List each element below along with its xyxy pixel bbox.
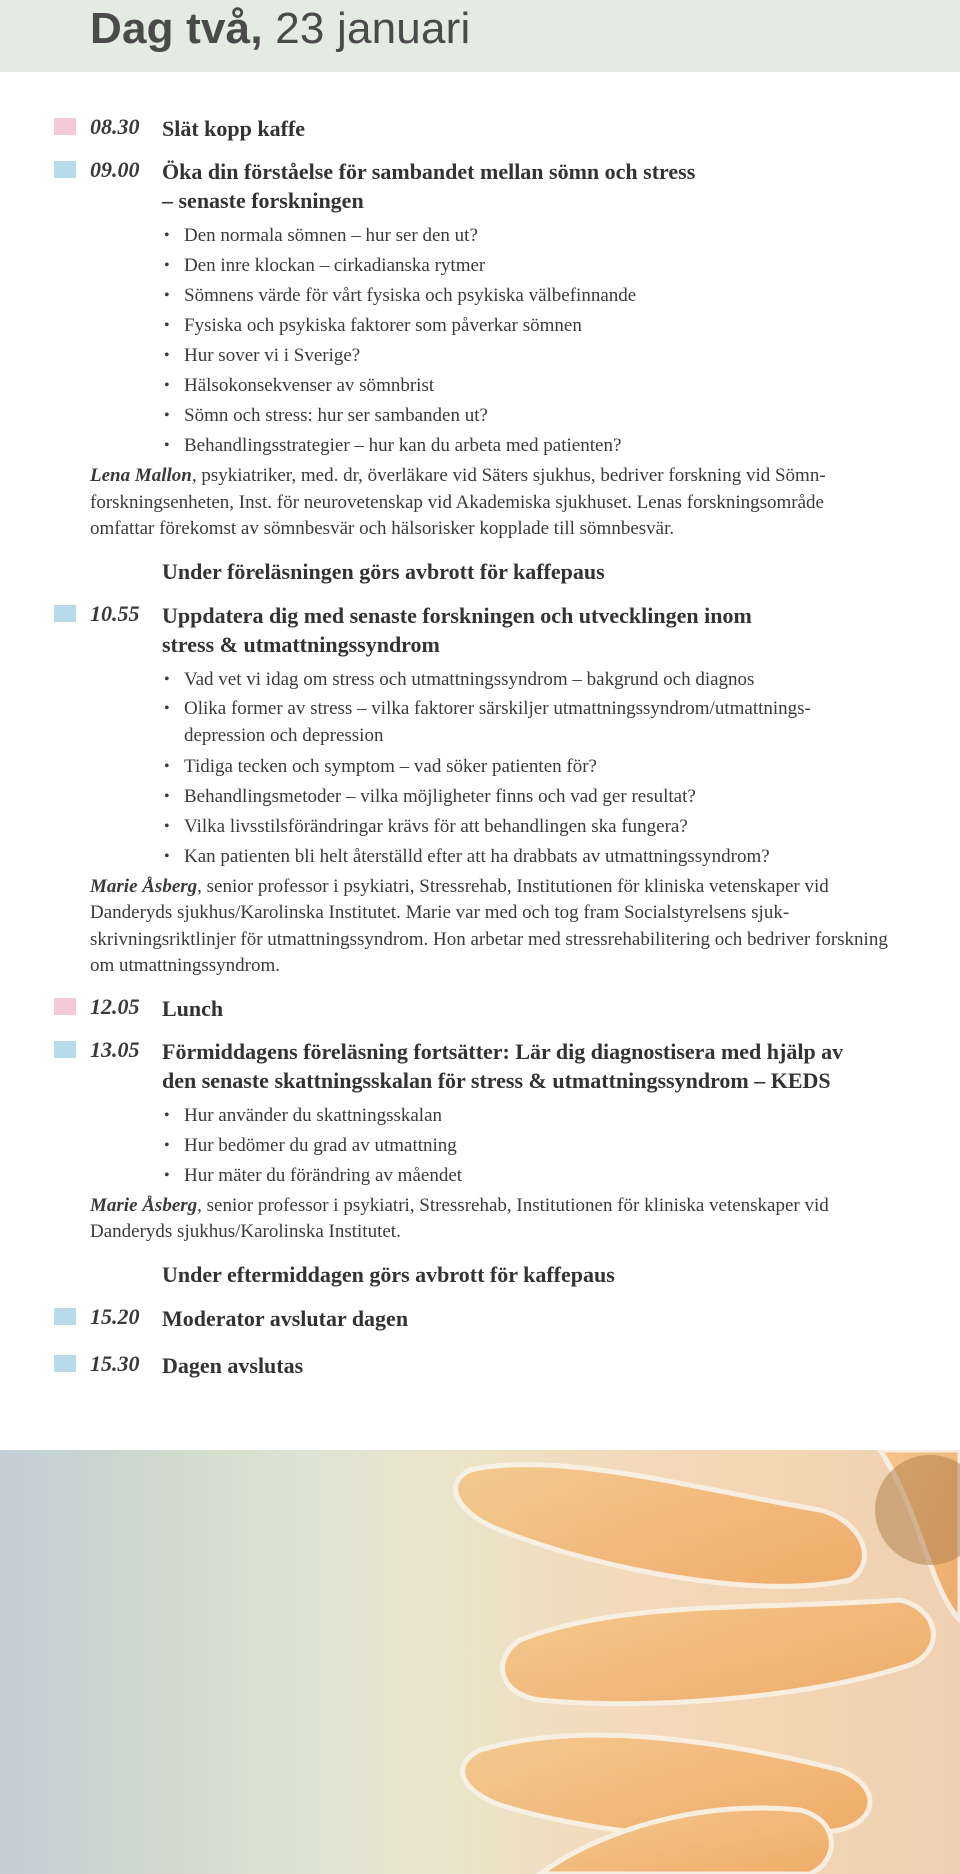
item-title xyxy=(162,601,882,659)
blue-marker xyxy=(54,1355,76,1372)
item-title: Dagen avslutas xyxy=(162,1352,304,1378)
item-title: Slät kopp kaffe xyxy=(162,116,306,141)
list-item: • Fysiska och psykiska faktorer som påverkar sömnen xyxy=(162,311,882,341)
speaker-bio xyxy=(90,463,890,543)
speaker-bio xyxy=(90,1193,890,1246)
time-label: 10.55 xyxy=(90,600,140,626)
list-item: • Olika former av stress – vilka faktorer särskiljer utmattningssyndrom/utmattnings-depression och depression xyxy=(162,695,882,752)
item-title xyxy=(162,1037,882,1095)
speaker-name: Lena Mallon xyxy=(90,465,192,486)
title-line: den senaste skattningsskalan för stress & utmattningssyndrom – KEDS xyxy=(162,1067,831,1093)
speaker-bio xyxy=(90,874,890,980)
list-item: • Sömn och stress: hur ser sambanden ut? xyxy=(162,401,882,431)
list-item: • Tidiga tecken och symptom – vad söker patienten för? xyxy=(162,752,882,782)
title-line: stress & utmattningssyndrom xyxy=(162,631,440,657)
blue-marker xyxy=(54,1308,76,1325)
schedule-item xyxy=(0,1037,960,1246)
time-label: 08.30 xyxy=(90,114,140,139)
speaker-name: Marie Åsberg xyxy=(90,1194,198,1216)
date-label: 23 januari xyxy=(275,4,471,53)
list-item: • Hur använder du skattningsskalan xyxy=(162,1101,882,1131)
bullet-list xyxy=(0,221,882,461)
title-line: – senaste forskningen xyxy=(162,188,364,213)
pink-marker xyxy=(54,118,76,135)
list-item: • Hur bedömer du grad av utmattning xyxy=(162,1131,882,1161)
page-header xyxy=(0,0,960,72)
list-item: • Kan patienten bli helt återställd efter att ha drabbats av utmattningssyndrom? xyxy=(162,842,882,872)
title-line: Öka din förståelse för sambandet mellan sömn och stress xyxy=(162,159,696,184)
coffee-break-note: Under eftermiddagen görs avbrott för kaffepaus xyxy=(162,1261,615,1287)
item-title: Moderator avslutar dagen xyxy=(162,1305,409,1331)
coffee-break-note: Under föreläsningen görs avbrott för kaffepaus xyxy=(162,558,605,584)
list-item: • Hur sover vi i Sverige? xyxy=(162,341,882,371)
title-line: Uppdatera dig med senaste forskningen och utvecklingen inom xyxy=(162,602,752,628)
list-item: • Behandlingsstrategier – hur kan du arbeta med patienten? xyxy=(162,431,882,461)
schedule xyxy=(0,114,960,1394)
time-label: 15.20 xyxy=(90,1303,140,1329)
pink-marker xyxy=(54,998,76,1015)
list-item: • Vad vet vi idag om stress och utmattningssyndrom – bakgrund och diagnos xyxy=(162,665,882,695)
blue-marker xyxy=(54,1041,76,1058)
blue-marker xyxy=(54,605,76,622)
time-label: 09.00 xyxy=(90,157,140,182)
list-item: • Den normala sömnen – hur ser den ut? xyxy=(162,221,882,251)
list-item: • Den inre klockan – cirkadianska rytmer xyxy=(162,251,882,281)
schedule-item xyxy=(0,994,960,1023)
schedule-item xyxy=(0,1304,960,1333)
schedule-item xyxy=(0,114,960,143)
list-item: • Hur mäter du förändring av måendet xyxy=(162,1161,882,1191)
schedule-item xyxy=(0,1351,960,1380)
schedule-item xyxy=(0,157,960,543)
list-item: • Behandlingsmetoder – vilka möjligheter finns och vad ger resultat? xyxy=(162,782,882,812)
list-item: • Hälsokonsekvenser av sömnbrist xyxy=(162,371,882,401)
speaker-text: , senior professor i psykiatri, Stressrehab, Institutionen för kliniska vetenskaper vid Danderyds sjukhus/Karolinska Institutet. Marie var med och tog fram Socialstyrelsens sjuk-skrivningsriktlinjer för utmattningssyndrom. Hon arbetar med stressrehabilitering och bedriver forskning om utmattningssyndrom. xyxy=(90,875,888,976)
speaker-text: , senior professor i psykiatri, Stressrehab, Institutionen för kliniska vetenskaper vid Danderyds sjukhus/Karolinska Institutet. xyxy=(90,1194,829,1242)
flower-illustration xyxy=(0,1450,960,1874)
speaker-name: Marie Åsberg xyxy=(90,875,198,897)
time-label: 15.30 xyxy=(90,1350,140,1376)
item-title: Lunch xyxy=(162,995,224,1021)
speaker-text: , psykiatriker, med. dr, överläkare vid Säters sjukhus, bedriver forskning vid Sömn-forskningsenheten, Inst. för neurovetenskap vid Akademiska sjukhuset. Lenas forskningsområde omfattar förekomst av sömnbesvär och hälsorisker kopplade till sömnbesvär. xyxy=(90,465,826,539)
time-label: 13.05 xyxy=(90,1036,140,1062)
list-item: • Vilka livsstilsförändringar krävs för att behandlingen ska fungera? xyxy=(162,812,882,842)
blue-marker xyxy=(54,161,76,178)
page-title xyxy=(90,4,470,54)
list-item: • Sömnens värde för vårt fysiska och psykiska välbefinnande xyxy=(162,281,882,311)
bullet-list xyxy=(0,1101,882,1191)
frosted-flower-photo xyxy=(0,1450,960,1874)
item-title xyxy=(162,157,882,215)
day-label: Dag två, xyxy=(90,4,263,53)
title-line: Förmiddagens föreläsning fortsätter: Lär dig diagnostisera med hjälp av xyxy=(162,1038,844,1064)
time-label: 12.05 xyxy=(90,993,140,1019)
schedule-item xyxy=(0,601,960,980)
bullet-list xyxy=(0,665,882,872)
